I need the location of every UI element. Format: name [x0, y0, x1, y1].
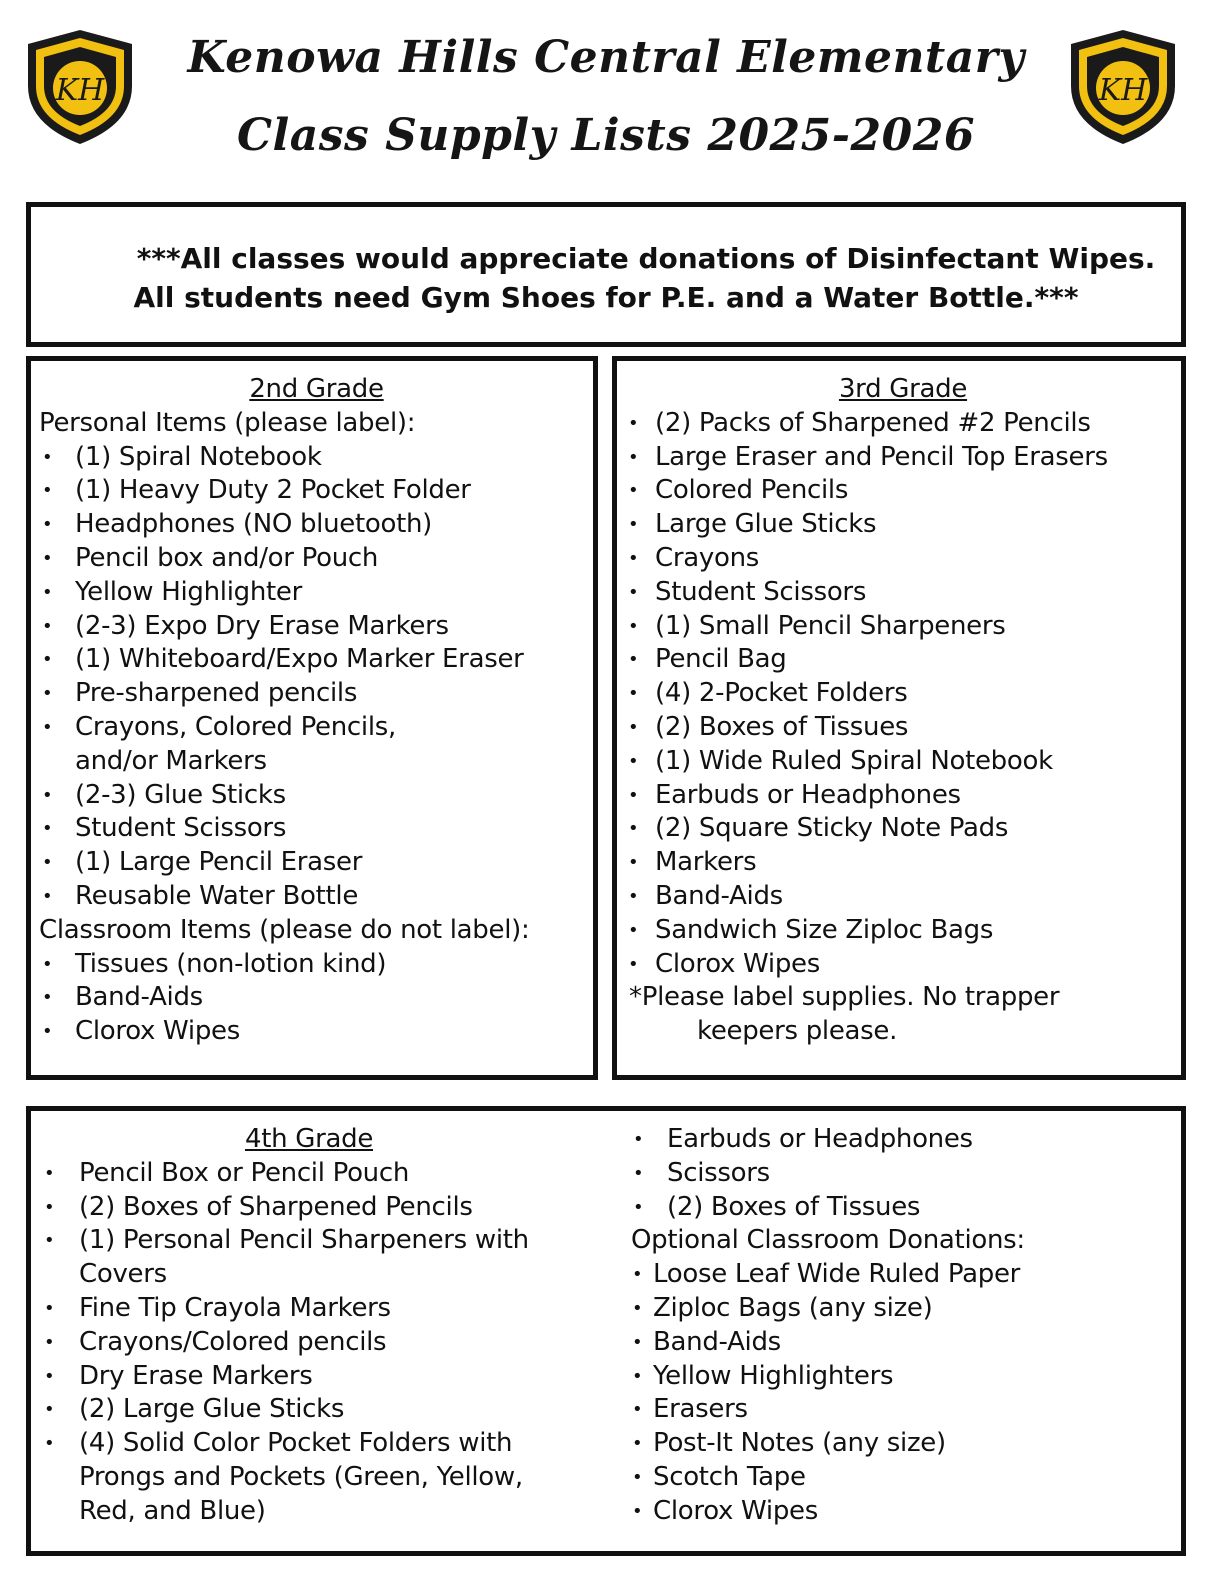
list-item: • Clorox Wipes — [39, 1015, 594, 1049]
list-item: • Earbuds or Headphones — [631, 1123, 1171, 1157]
list-item: • Dry Erase Markers — [39, 1360, 599, 1394]
grade2-content — [39, 373, 594, 1049]
list-item: • Earbuds or Headphones — [625, 779, 1181, 813]
list-item: • Band-Aids — [39, 981, 594, 1015]
list-item: • (2) Boxes of Tissues — [625, 711, 1181, 745]
list-item: • Student Scissors — [39, 812, 594, 846]
grade2-classroom-label: Classroom Items (please do not label): — [39, 914, 530, 945]
list-item: • Clorox Wipes — [631, 1495, 1171, 1529]
list-item: • Yellow Highlighters — [631, 1360, 1171, 1394]
grade3-list — [625, 407, 1181, 982]
list-item: • Scissors — [631, 1157, 1171, 1191]
list-item: • Pencil Box or Pencil Pouch — [39, 1157, 599, 1191]
page-subtitle: Class Supply Lists 2025-2026 — [236, 110, 976, 161]
list-item: • (2) Packs of Sharpened #2 Pencils — [625, 407, 1181, 441]
list-item: • Fine Tip Crayola Markers — [39, 1292, 599, 1326]
grade2-box — [26, 356, 598, 1080]
list-item: • (1) Large Pencil Eraser — [39, 846, 594, 880]
grade4-optional-label: Optional Classroom Donations: — [631, 1225, 1025, 1256]
list-item: • Yellow Highlighter — [39, 576, 594, 610]
list-item: • (1) Spiral Notebook — [39, 441, 594, 475]
grade4-optional-list — [631, 1258, 1171, 1528]
grade2-personal-label: Personal Items (please label): — [39, 407, 416, 438]
notice-line-1: ***All classes would appreciate donations of Disinfectant Wipes. — [136, 242, 1156, 275]
list-item: • (1) Small Pencil Sharpeners — [625, 610, 1181, 644]
list-item: • Erasers — [631, 1393, 1171, 1427]
grade2-personal-list — [39, 441, 594, 914]
grade3-heading: 3rd Grade — [838, 374, 968, 404]
list-item: • (4) 2-Pocket Folders — [625, 677, 1181, 711]
list-item: • (1) Whiteboard/Expo Marker Eraser — [39, 643, 594, 677]
list-item: • (1) Personal Pencil Sharpeners with Covers — [39, 1224, 599, 1292]
logo-text: KH — [55, 73, 105, 108]
grade4-list — [39, 1157, 599, 1529]
grade4-list-continued — [631, 1123, 1171, 1224]
grade4-heading: 4th Grade — [244, 1124, 374, 1154]
list-item: • (2-3) Glue Sticks — [39, 779, 594, 813]
grade4-column-1 — [39, 1123, 599, 1529]
list-item: • Student Scissors — [625, 576, 1181, 610]
list-item: • Large Eraser and Pencil Top Erasers — [625, 441, 1181, 475]
list-item: • (2) Square Sticky Note Pads — [625, 812, 1181, 846]
list-item: • Band-Aids — [631, 1326, 1171, 1360]
list-item: • (2-3) Expo Dry Erase Markers — [39, 610, 594, 644]
grade3-note-line-2: keepers please. — [697, 1016, 898, 1047]
list-item: • Band-Aids — [625, 880, 1181, 914]
grade4-box — [26, 1106, 1186, 1556]
grade2-classroom-list — [39, 948, 594, 1049]
list-item: • Colored Pencils — [625, 474, 1181, 508]
list-item: • Reusable Water Bottle — [39, 880, 594, 914]
list-item: • Sandwich Size Ziploc Bags — [625, 914, 1181, 948]
list-item: • (1) Wide Ruled Spiral Notebook — [625, 745, 1181, 779]
notice-box — [26, 202, 1186, 347]
list-item: • (4) Solid Color Pocket Folders with Prongs and Pockets (Green, Yellow, Red, and Blue) — [39, 1427, 599, 1528]
list-item: • Pencil box and/or Pouch — [39, 542, 594, 576]
logo-text: KH — [1098, 73, 1148, 108]
list-item: • Headphones (NO bluetooth) — [39, 508, 594, 542]
list-item: • Pre-sharpened pencils — [39, 677, 594, 711]
list-item: • Crayons, Colored Pencils, and/or Markers — [39, 711, 594, 779]
list-item: • (1) Heavy Duty 2 Pocket Folder — [39, 474, 594, 508]
list-item: • Scotch Tape — [631, 1461, 1171, 1495]
list-item: • Crayons/Colored pencils — [39, 1326, 599, 1360]
grade2-heading: 2nd Grade — [249, 374, 384, 404]
page-title: Kenowa Hills Central Elementary — [187, 32, 1025, 83]
list-item: • Loose Leaf Wide Ruled Paper — [631, 1258, 1171, 1292]
list-item: • (2) Boxes of Tissues — [631, 1191, 1171, 1225]
grade4-column-2 — [631, 1123, 1171, 1529]
list-item: • Tissues (non-lotion kind) — [39, 948, 594, 982]
grade3-note-line-1: *Please label supplies. No trapper — [629, 982, 1060, 1013]
list-item: • Markers — [625, 846, 1181, 880]
list-item: • (2) Large Glue Sticks — [39, 1393, 599, 1427]
list-item: • Clorox Wipes — [625, 948, 1181, 982]
grade3-box — [612, 356, 1186, 1080]
list-item: • Pencil Bag — [625, 643, 1181, 677]
notice-line-2: All students need Gym Shoes for P.E. and a Water Bottle.*** — [133, 281, 1079, 314]
list-item: • Crayons — [625, 542, 1181, 576]
list-item: • Post-It Notes (any size) — [631, 1427, 1171, 1461]
list-item: • Ziploc Bags (any size) — [631, 1292, 1171, 1326]
list-item: • (2) Boxes of Sharpened Pencils — [39, 1191, 599, 1225]
grade3-content — [625, 373, 1181, 1049]
list-item: • Large Glue Sticks — [625, 508, 1181, 542]
